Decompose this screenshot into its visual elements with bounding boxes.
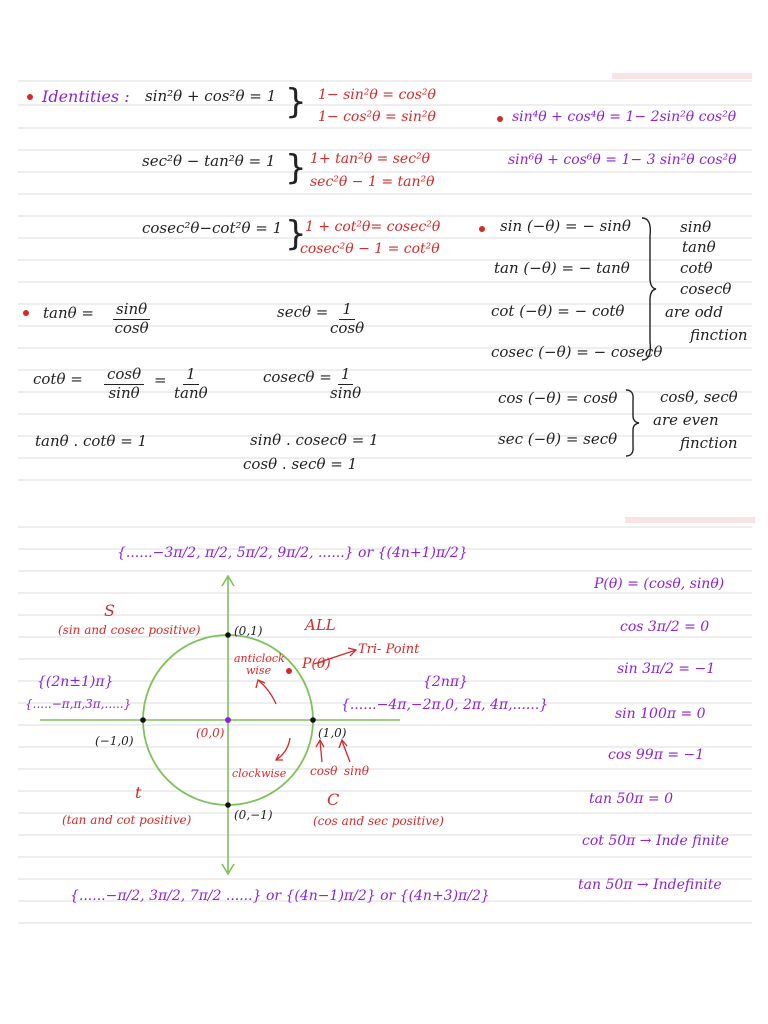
odd-label-function: finction <box>690 326 748 344</box>
quadrant-all: ALL <box>305 616 336 634</box>
value-note: cos 3π/2 = 0 <box>620 619 710 635</box>
cosec-lhs: cosecθ = <box>263 368 332 386</box>
derived-identity: cosec²θ − 1 = cot²θ <box>300 241 440 257</box>
denominator: cosθ <box>330 318 365 337</box>
point-top <box>225 632 231 638</box>
derived-identity: 1− sin²θ = cos²θ <box>318 87 436 103</box>
point-right-label: (1,0) <box>318 726 347 740</box>
top-angle-set: {......−3π/2, π/2, 5π/2, 9π/2, ......} or {(4n+1)π/2} <box>117 545 468 561</box>
numerator: 1 <box>339 302 355 320</box>
trig-point-label: Tri- Point <box>358 642 420 657</box>
derived-identity: 1 + cot²θ= cosec²θ <box>305 219 441 235</box>
value-note: P(θ) = (cosθ, sinθ) <box>594 576 725 592</box>
tan-lhs: tanθ = <box>43 304 94 322</box>
even-function-names: cosθ, secθ <box>660 388 738 406</box>
point-p-theta <box>286 668 292 674</box>
quadrant-t-desc: (tan and cot positive) <box>62 813 192 827</box>
odd-function-name: sinθ <box>680 218 712 236</box>
value-note: sin 3π/2 = −1 <box>617 661 716 677</box>
even-label: are even <box>653 411 719 429</box>
derived-identity: 1+ tan²θ = sec²θ <box>310 151 431 167</box>
power4-identity: sin⁴θ + cos⁴θ = 1− 2sin²θ cos²θ <box>512 109 737 125</box>
brace: } <box>285 82 307 122</box>
brace: } <box>285 148 307 188</box>
odd-identity: sin (−θ) = − sinθ <box>500 217 631 235</box>
anticlockwise-label: anticlock <box>234 652 285 665</box>
numerator: 1 <box>338 367 354 385</box>
quadrant-s: S <box>104 601 115 620</box>
point-bottom <box>225 802 231 808</box>
pythagorean-identity-2: sec²θ − tan²θ = 1 <box>142 152 276 170</box>
odd-function-name: cosecθ <box>680 280 732 298</box>
anticlockwise-arrow <box>258 680 276 704</box>
derived-identity: 1− cos²θ = sin²θ <box>318 109 436 125</box>
even-identity: sec (−θ) = secθ <box>498 430 618 448</box>
left-angle-set-bottom: {.....−π,π,3π,.....} <box>25 697 132 711</box>
power6-identity: sin⁶θ + cos⁶θ = 1− 3 sin²θ cos²θ <box>508 152 737 168</box>
point-left-label: (−1,0) <box>95 734 134 748</box>
odd-identity: cot (−θ) = − cotθ <box>491 302 625 320</box>
quadrant-c: C <box>327 790 340 809</box>
product-identity: cosθ . secθ = 1 <box>243 455 358 473</box>
quadrant-t: t <box>135 783 142 802</box>
point-top-label: (0,1) <box>234 624 263 638</box>
p-theta-label: P(θ) <box>302 656 331 672</box>
left-angle-set-top: {(2n±1)π} <box>37 674 114 690</box>
denominator: tanθ <box>174 383 208 402</box>
right-angle-set-bottom: {......−4π,−2π,0, 2π, 4π,......} <box>341 697 549 713</box>
product-identity: tanθ . cotθ = 1 <box>35 432 148 450</box>
denominator: cosθ <box>114 318 149 337</box>
origin-label: (0,0) <box>196 726 225 740</box>
denominator: sinθ <box>108 383 140 402</box>
point-left <box>140 717 146 723</box>
quadrant-c-desc: (cos and sec positive) <box>313 814 444 828</box>
quadrant-s-desc: (sin and cosec positive) <box>58 623 201 637</box>
cot-lhs: cotθ = <box>33 370 83 388</box>
anticlockwise-label-2: wise <box>246 664 272 677</box>
numerator: cosθ <box>104 367 144 385</box>
odd-function-name: cotθ <box>680 259 713 277</box>
odd-identity: tan (−θ) = − tanθ <box>494 259 630 277</box>
value-note: sin 100π = 0 <box>615 706 706 722</box>
odd-label: are odd <box>665 303 723 321</box>
value-note: tan 50π = 0 <box>589 791 673 807</box>
numerator: sinθ <box>113 302 150 320</box>
pythagorean-identity-1: sin²θ + cos²θ = 1 <box>145 87 277 105</box>
even-identity: cos (−θ) = cosθ <box>498 389 618 407</box>
brace: } <box>285 214 307 254</box>
cos-label: cosθ <box>310 764 338 778</box>
point-bottom-label: (0,−1) <box>234 808 273 822</box>
bottom-angle-set: {......−π/2, 3π/2, 7π/2 ......} or {(4n−1)π/2} or {(4n+3)π/2} <box>70 888 490 904</box>
sec-lhs: secθ = <box>277 303 329 321</box>
value-note: cot 50π → Inde finite <box>582 833 729 849</box>
pythagorean-identity-3: cosec²θ−cot²θ = 1 <box>142 219 283 237</box>
odd-identity: cosec (−θ) = − cosecθ <box>491 343 663 361</box>
numerator: 1 <box>183 367 199 385</box>
identities-label: Identities : <box>42 87 130 106</box>
clockwise-label: clockwise <box>232 767 287 780</box>
sin-label: sinθ <box>344 764 369 778</box>
point-right <box>310 717 316 723</box>
right-angle-set-top: {2nπ} <box>423 674 468 690</box>
value-note: tan 50π → Indefinite <box>578 877 722 893</box>
odd-function-name: tanθ <box>682 238 716 256</box>
origin-point <box>225 717 231 723</box>
denominator: sinθ <box>330 383 362 402</box>
product-identity: sinθ . cosecθ = 1 <box>250 431 379 449</box>
equals: = <box>154 371 167 389</box>
derived-identity: sec²θ − 1 = tan²θ <box>310 174 435 190</box>
value-note: cos 99π = −1 <box>608 747 705 763</box>
even-label-function: finction <box>680 434 738 452</box>
